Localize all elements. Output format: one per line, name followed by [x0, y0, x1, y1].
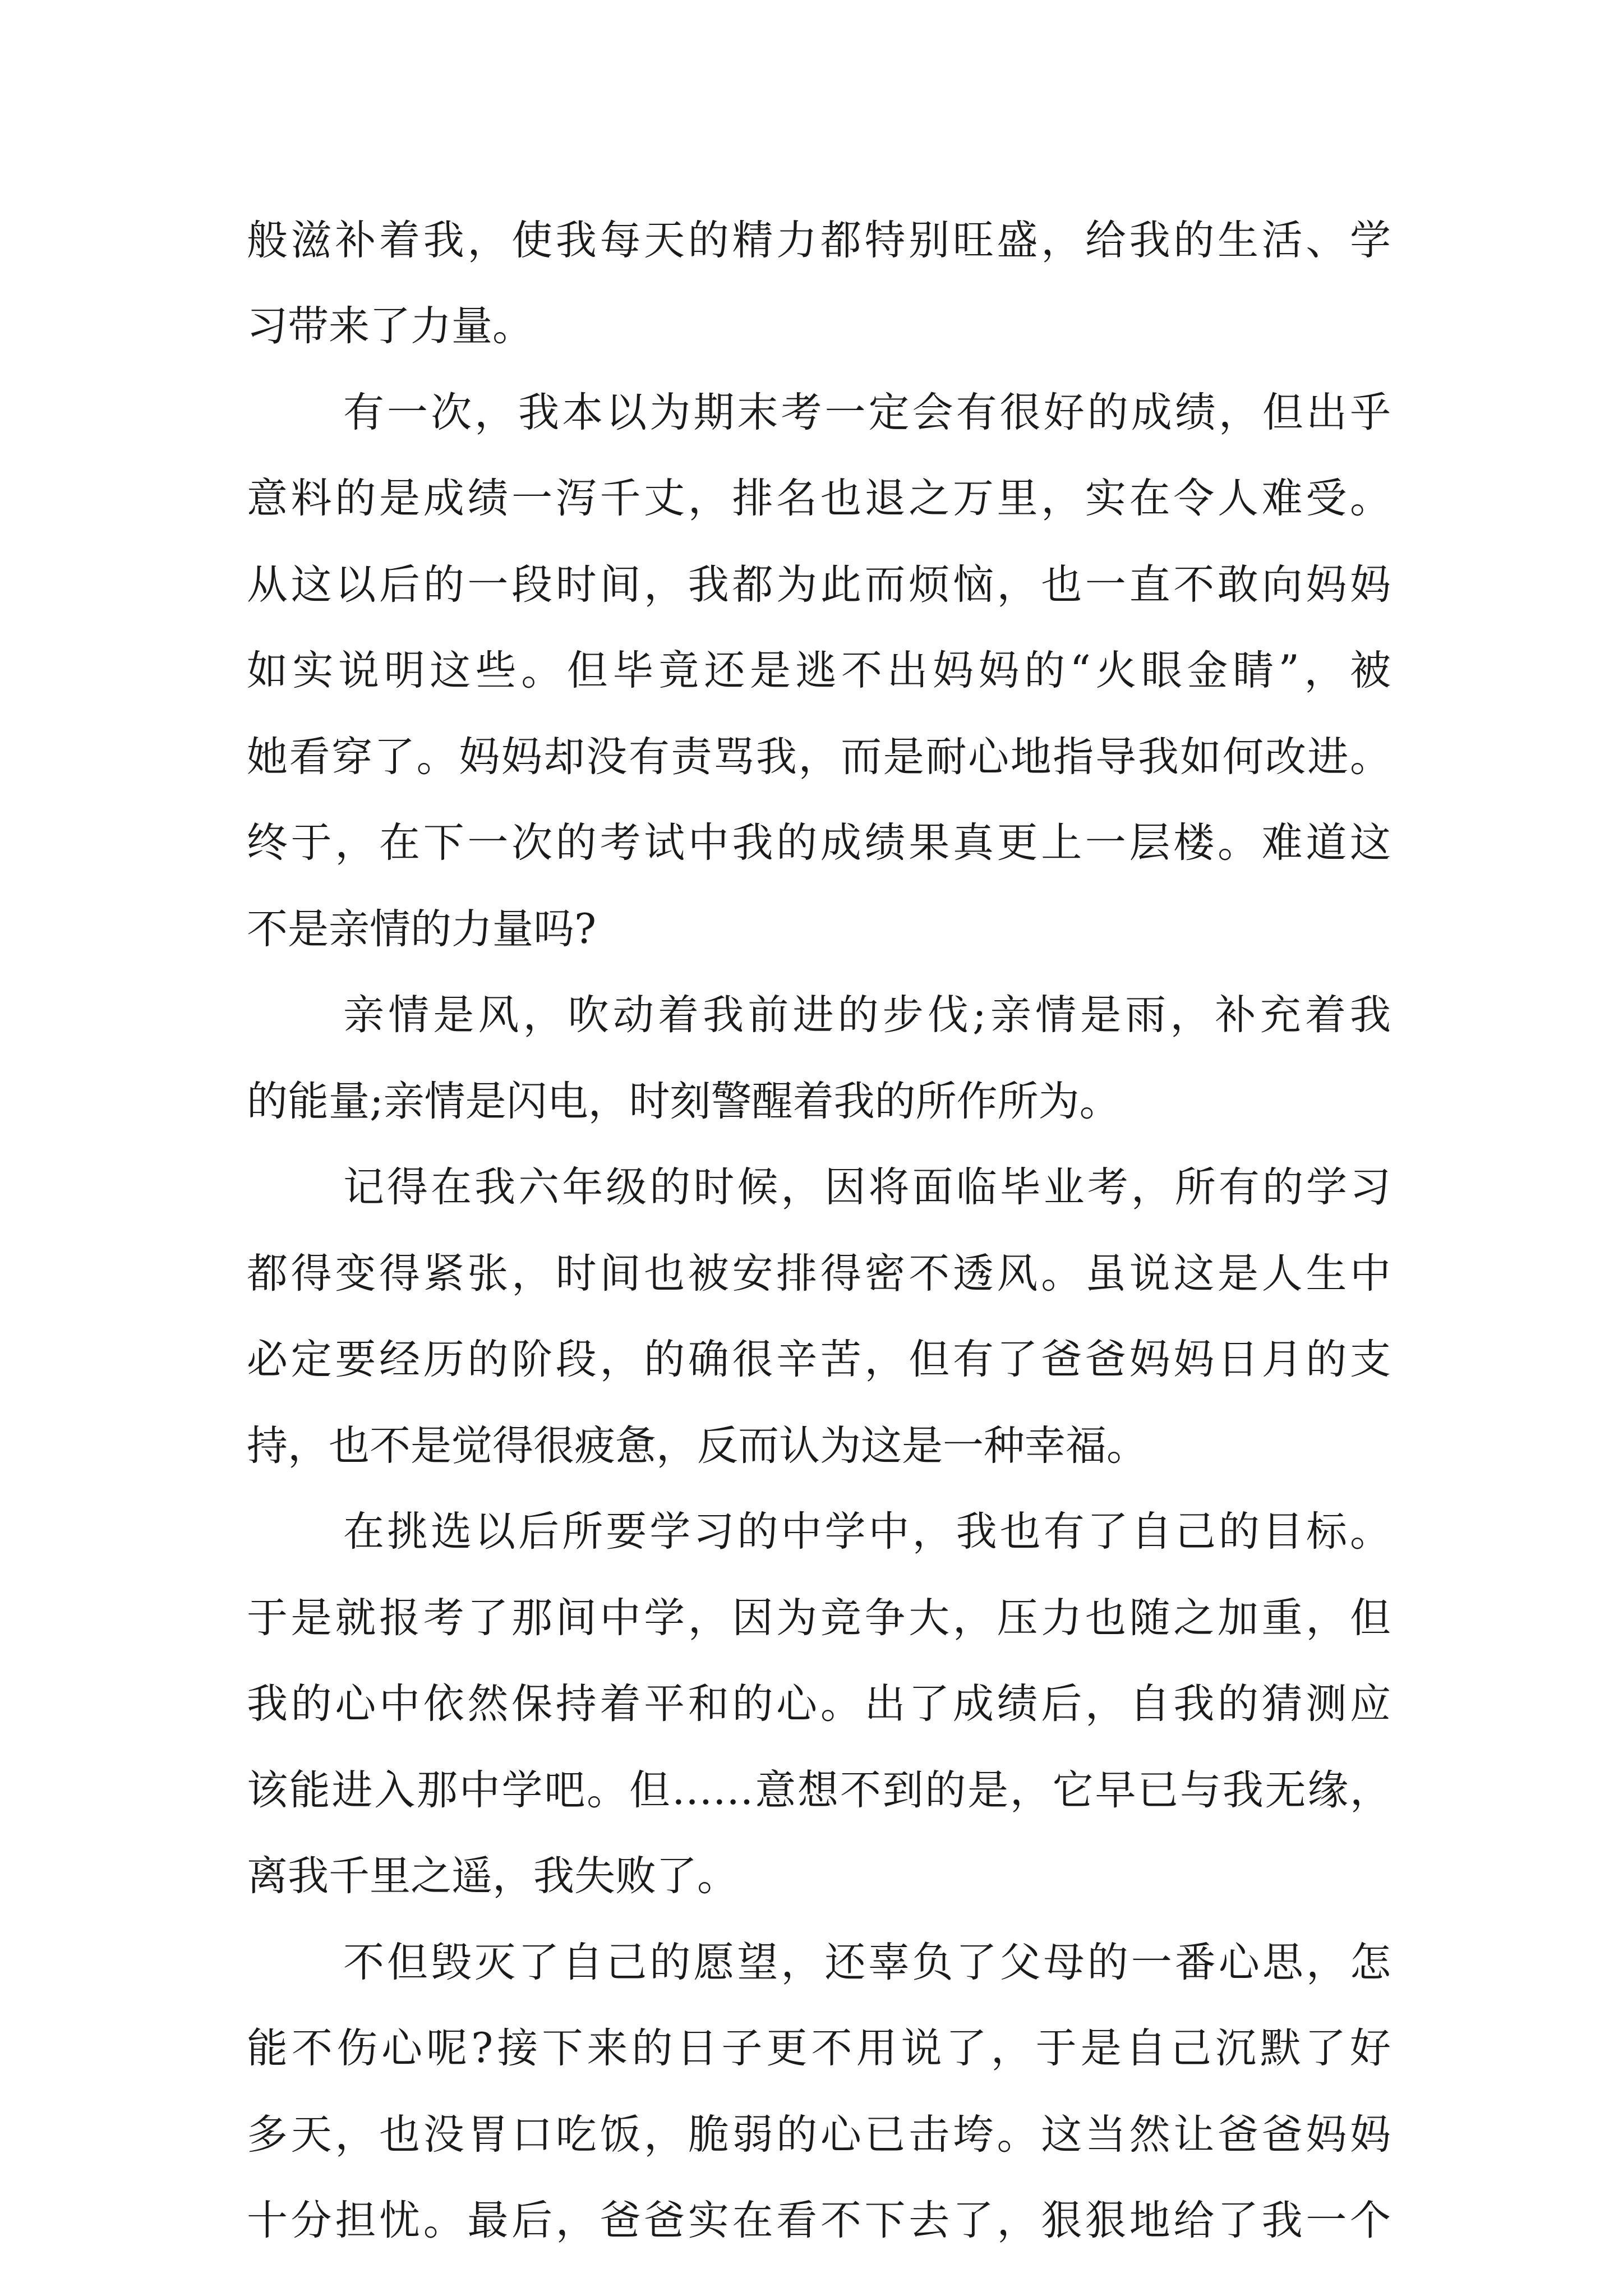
text-line: 不是亲情的力量吗? — [247, 905, 597, 953]
text-line: 终于，在下一次的考试中我的成绩果真更上一层楼。难道这 — [247, 819, 1391, 867]
text-line: 从这以后的一段时间，我都为此而烦恼，也一直不敢向妈妈 — [247, 561, 1391, 609]
text-line: 离我千里之遥，我失败了。 — [247, 1852, 738, 1900]
text-line: 般滋补着我，使我每天的精力都特别旺盛，给我的生活、学 — [247, 217, 1391, 264]
paragraph-first-line: 记得在我六年级的时候，因将面临毕业考，所有的学习 — [343, 1163, 1391, 1211]
text-line: 都得变得紧张，时间也被安排得密不透风。虽说这是人生中 — [247, 1250, 1391, 1297]
text-line: 能不伤心呢?接下来的日子更不用说了，于是自己沉默了好 — [247, 2024, 1391, 2072]
text-line: 她看穿了。妈妈却没有责骂我，而是耐心地指导我如何改进。 — [247, 733, 1391, 781]
text-line: 十分担忧。最后，爸爸实在看不下去了，狠狠地给了我一个 — [247, 2197, 1391, 2244]
text-line: 我的心中依然保持着平和的心。出了成绩后，自我的猜测应 — [247, 1680, 1391, 1728]
paragraph-first-line: 不但毁灭了自己的愿望，还辜负了父母的一番心思，怎 — [343, 1939, 1391, 1986]
text-line: 习带来了力量。 — [247, 302, 533, 350]
text-line: 多天，也没胃口吃饭，脆弱的心已击垮。这当然让爸爸妈妈 — [247, 2111, 1391, 2159]
text-line: 意料的是成绩一泻千丈，排名也退之万里，实在令人难受。 — [247, 475, 1391, 522]
text-line: 该能进入那中学吧。但……意想不到的是，它早已与我无缘， — [247, 1766, 1391, 1814]
paragraph-first-line: 亲情是风，吹动着我前进的步伐;亲情是雨，补充着我 — [343, 991, 1391, 1039]
text-line: 持，也不是觉得很疲惫，反而认为这是一种幸福。 — [247, 1422, 1147, 1470]
text-line: 必定要经历的阶段，的确很辛苦，但有了爸爸妈妈日月的支 — [247, 1336, 1391, 1383]
paragraph-first-line: 在挑选以后所要学习的中学中，我也有了自己的目标。 — [343, 1508, 1391, 1556]
paragraph-first-line: 有一次，我本以为期末考一定会有很好的成绩，但出乎 — [343, 389, 1391, 436]
text-line: 于是就报考了那间中学，因为竞争大，压力也随之加重，但 — [247, 1594, 1391, 1642]
text-line: 的能量;亲情是闪电，时刻警醒着我的所作所为。 — [247, 1078, 1121, 1125]
text-line: 如实说明这些。但毕竟还是逃不出妈妈的“火眼金睛”，被 — [247, 647, 1391, 694]
